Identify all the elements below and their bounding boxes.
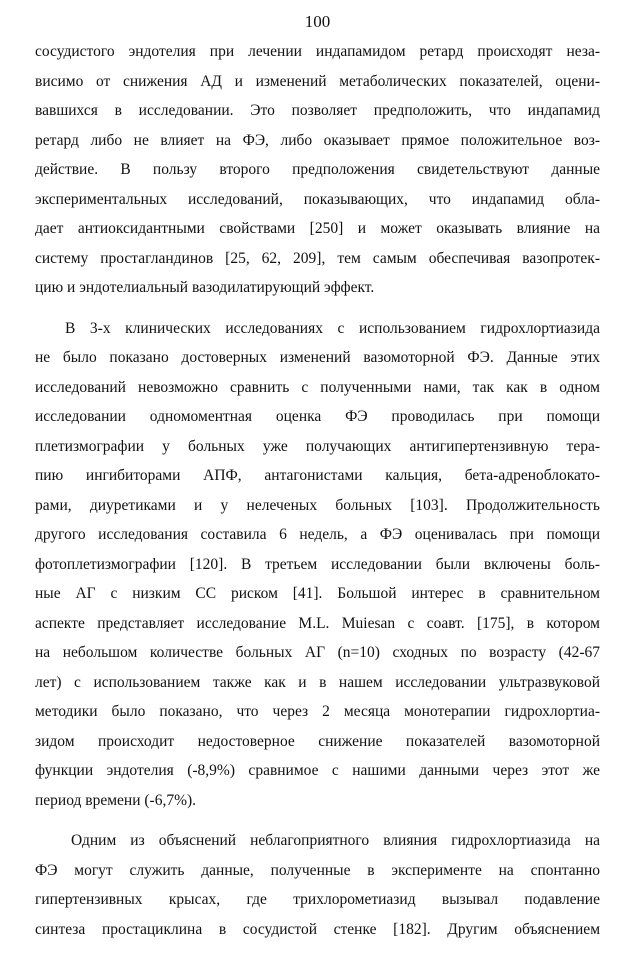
paragraph-1 <box>35 37 600 303</box>
body-text <box>35 37 600 944</box>
text-line: лет) с использованием также как и в нашем исследовании ультразвуковой <box>35 673 600 691</box>
text-line: В 3-х клинических исследованиях с использованием гидрохлортиазида <box>65 319 600 337</box>
text-line: период времени (-6,7%). <box>35 791 197 809</box>
text-line: Одним из объяснений неблагоприятного влияния гидрохлортиазида на <box>71 832 600 849</box>
text-line: исследований невозможно сравнить с полученными нами, так как в одном <box>35 378 600 396</box>
text-line: плетизмографии у больных уже получающих антигипертензивную тера- <box>35 437 600 455</box>
text-line: дает антиоксидантными свойствами [250] и может оказывать влияние на <box>35 220 600 237</box>
text-line: фотоплетизмографии [120]. В третьем исследовании были включены боль- <box>35 555 600 573</box>
text-line: рами, диуретиками и у нелеченых больных [103]. Продолжительность <box>35 496 600 514</box>
text-line: на небольшом количестве больных АГ (n=10) сходных по возрасту (42-67 <box>35 644 600 661</box>
text-line: исследовании одномоментная оценка ФЭ проводилась при помощи <box>35 408 600 425</box>
text-line: функции эндотелия (-8,9%) сравнимое с нашими данными через этот же <box>35 762 600 779</box>
text-line: синтеза простациклина в сосудистой стенке [182]. Другим объяснением <box>35 920 600 938</box>
text-line: ные АГ с низким СС риском [41]. Большой интерес в сравнительном <box>35 585 600 602</box>
text-line: гипертензивных крысах, где трихлорометиазид вызывал подавление <box>35 891 600 908</box>
text-line: методики было показано, что через 2 месяца монотерапии гидрохлортиа- <box>35 703 600 720</box>
text-line: аспекте представляет исследование M.L. Muiesan с соавт. [175], в котором <box>35 614 600 632</box>
text-line: сосудистого эндотелия при лечении индапамидом ретард происходят неза- <box>35 43 600 60</box>
text-line: висимо от снижения АД и изменений метаболических показателей, оцени- <box>35 72 600 90</box>
text-line: действие. В пользу второго предположения свидетельствуют данные <box>35 161 600 178</box>
text-line: цию и эндотелиальный вазодилатирующий эффект. <box>35 279 375 296</box>
text-line: ретард либо не влияет на ФЭ, либо оказывает прямое положительное воз- <box>35 131 600 149</box>
paragraph-3 <box>35 826 600 944</box>
text-line: пию ингибиторами АПФ, антагонистами кальция, бета-адреноблокато- <box>35 467 600 484</box>
page-number: 100 <box>304 12 331 31</box>
text-line: не было показано достоверных изменений вазомоторной ФЭ. Данные этих <box>35 349 600 366</box>
text-line: ФЭ могут служить данные, полученные в эксперименте на спонтанно <box>35 861 600 879</box>
text-line: другого исследования составила 6 недель, а ФЭ оценивалась при помощи <box>35 526 600 543</box>
text-line: систему простагландинов [25, 62, 209], тем самым обеспечивая вазопротек- <box>35 249 600 267</box>
text-line: вавшихся в исследовании. Это позволяет предположить, что индапамид <box>35 102 600 119</box>
text-line: зидом происходит недостоверное снижение показателей вазомоторной <box>35 732 600 750</box>
text-line: экспериментальных исследований, показывающих, что индапамид обла- <box>35 190 600 208</box>
paragraph-2 <box>35 314 600 816</box>
